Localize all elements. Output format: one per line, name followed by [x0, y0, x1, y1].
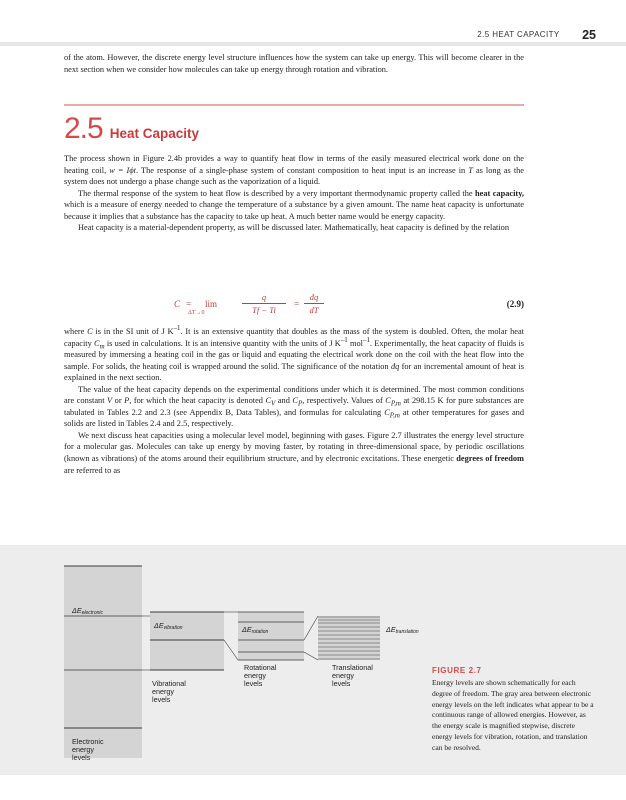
delta-e-rotation: $\Delta E_{rotation}$ [242, 625, 269, 635]
delta-e-vibration: $\Delta E_{vibration}$ [154, 621, 183, 631]
delta-e-electronic: $\Delta E_{electronic}$ [72, 606, 104, 616]
zoom-line-3a [304, 616, 318, 640]
equation-number: (2.9) [506, 299, 524, 309]
label-translational-levels: Translational energy levels [332, 663, 373, 688]
page-number: 25 [582, 27, 596, 42]
zoom-line-3b [304, 652, 318, 660]
eq-lhs: C [174, 299, 181, 309]
paragraph-4: where C is in the SI unit of J $K^{-1}$. It is an extensive quantity that doubles as the mass of the system is doubled. Often, the molar heat capacity $C_m$ is used in calculations. It is an intensive quantity with the units of J $K^{-1}$ mol$^{-1}$. Experimentally, the heat capacity of fluids is measured by immersing a heating coil in the gas or liquid and equating the electrical work done on the coil with the heat flow into the sample. For solids, the heating coil is wrapped around the solid. The significance of the notation đq for an incremental amount of heat is explained in the next section. [64, 324, 524, 383]
eq-fraction-1: q Tf − Ti [252, 292, 276, 315]
label-vibrational-levels: Vibrational energy levels [152, 679, 186, 704]
eq-lim-sub: ΔT→0 [188, 310, 205, 316]
paragraph-1: The process shown in Figure 2.4b provides a way to quantify heat flow in terms of the easily measured electrical work done on the heating coil, w = Iϕt. The response of a single-phase system of constant composition to heat input is an increase in T as long as the system does not undergo a phase change such as the vaporization of a liquid. [64, 154, 525, 187]
paragraph-5: The value of the heat capacity depends on the experimental conditions under which it is determined. The most common conditions are constant V or P, for which the heat capacity is denoted $C_V$ and $C_P$, respectively. Values of $C_{P,m}$ at 298.15 K for pure substances are tabulated in Tables 2.2 and 2.3 (see Appendix B, Data Tables), and formulas for calculating $C_{P,m}$ at other temperatures for gases and solids are listed in Tables 2.4 and 2.5, respectively. [64, 384, 524, 429]
section-number: 2.5 [64, 112, 103, 145]
paragraph-3: Heat capacity is a material-dependent property, as will be discussed later. Mathematically, heat capacity is defined by the relation [78, 223, 510, 233]
eq-equals-2: = [294, 299, 300, 309]
figure-caption-title: FIGURE 2.7 [432, 666, 482, 675]
intro-paragraph: of the atom. However, the discrete energy level structure influences how the system can take up energy. This will become clearer in the next section when we consider how molecules can take up energy through rotation and vibration. [64, 53, 524, 74]
delta-e-translation: $\Delta E_{translation}$ [386, 625, 419, 635]
rotational-column [238, 612, 304, 660]
translational-column [318, 616, 380, 660]
paragraph-6: We next discuss heat capacities using a molecular level model, beginning with gases. Figure 2.7 illustrates the energy level structure for a molecular gas. Molecules can take up energy by moving faster, by rotating in three-dimensional space, by periodic oscillations (known as vibrations) of the atoms around their equilibrium structure, and by electronic excitations. These energetic degrees of freedom are referred to as [64, 430, 524, 475]
eq-lim: lim [204, 299, 217, 309]
running-section-title: 2.5 HEAT CAPACITY [477, 30, 560, 40]
eq-fraction-2: đq dT [309, 292, 319, 315]
eq-equals: = [186, 299, 192, 309]
term-heat-capacity: heat capacity, [475, 188, 524, 198]
paragraph-2: The thermal response of the system to heat flow is described by a very important thermodynamic property called the heat capacity, which is a measure of energy needed to change the temperature of a substance by a given amount. The name heat capacity is unfortunate because it implies that a substance has the capacity to take up heat. A much better name would be energy capacity. [64, 188, 524, 221]
zoom-line-2b [224, 640, 238, 660]
electronic-continuum-column [64, 566, 142, 758]
term-degrees-of-freedom: degrees of freedom [456, 454, 524, 464]
label-rotational-levels: Rotational energy levels [244, 663, 277, 688]
label-electronic-levels: Electronic energy levels [72, 737, 104, 762]
section-title: Heat Capacity [109, 126, 200, 141]
figure-caption-text: Energy levels are shown schematically for each degree of freedom. The gray area between electronic energy levels on the left indicates what appear to be a continuous range of allowed energies. However, as the energy scale is magnified stepwise, discrete energy levels for vibration, rotation, and translation can be resolved. [432, 678, 594, 752]
